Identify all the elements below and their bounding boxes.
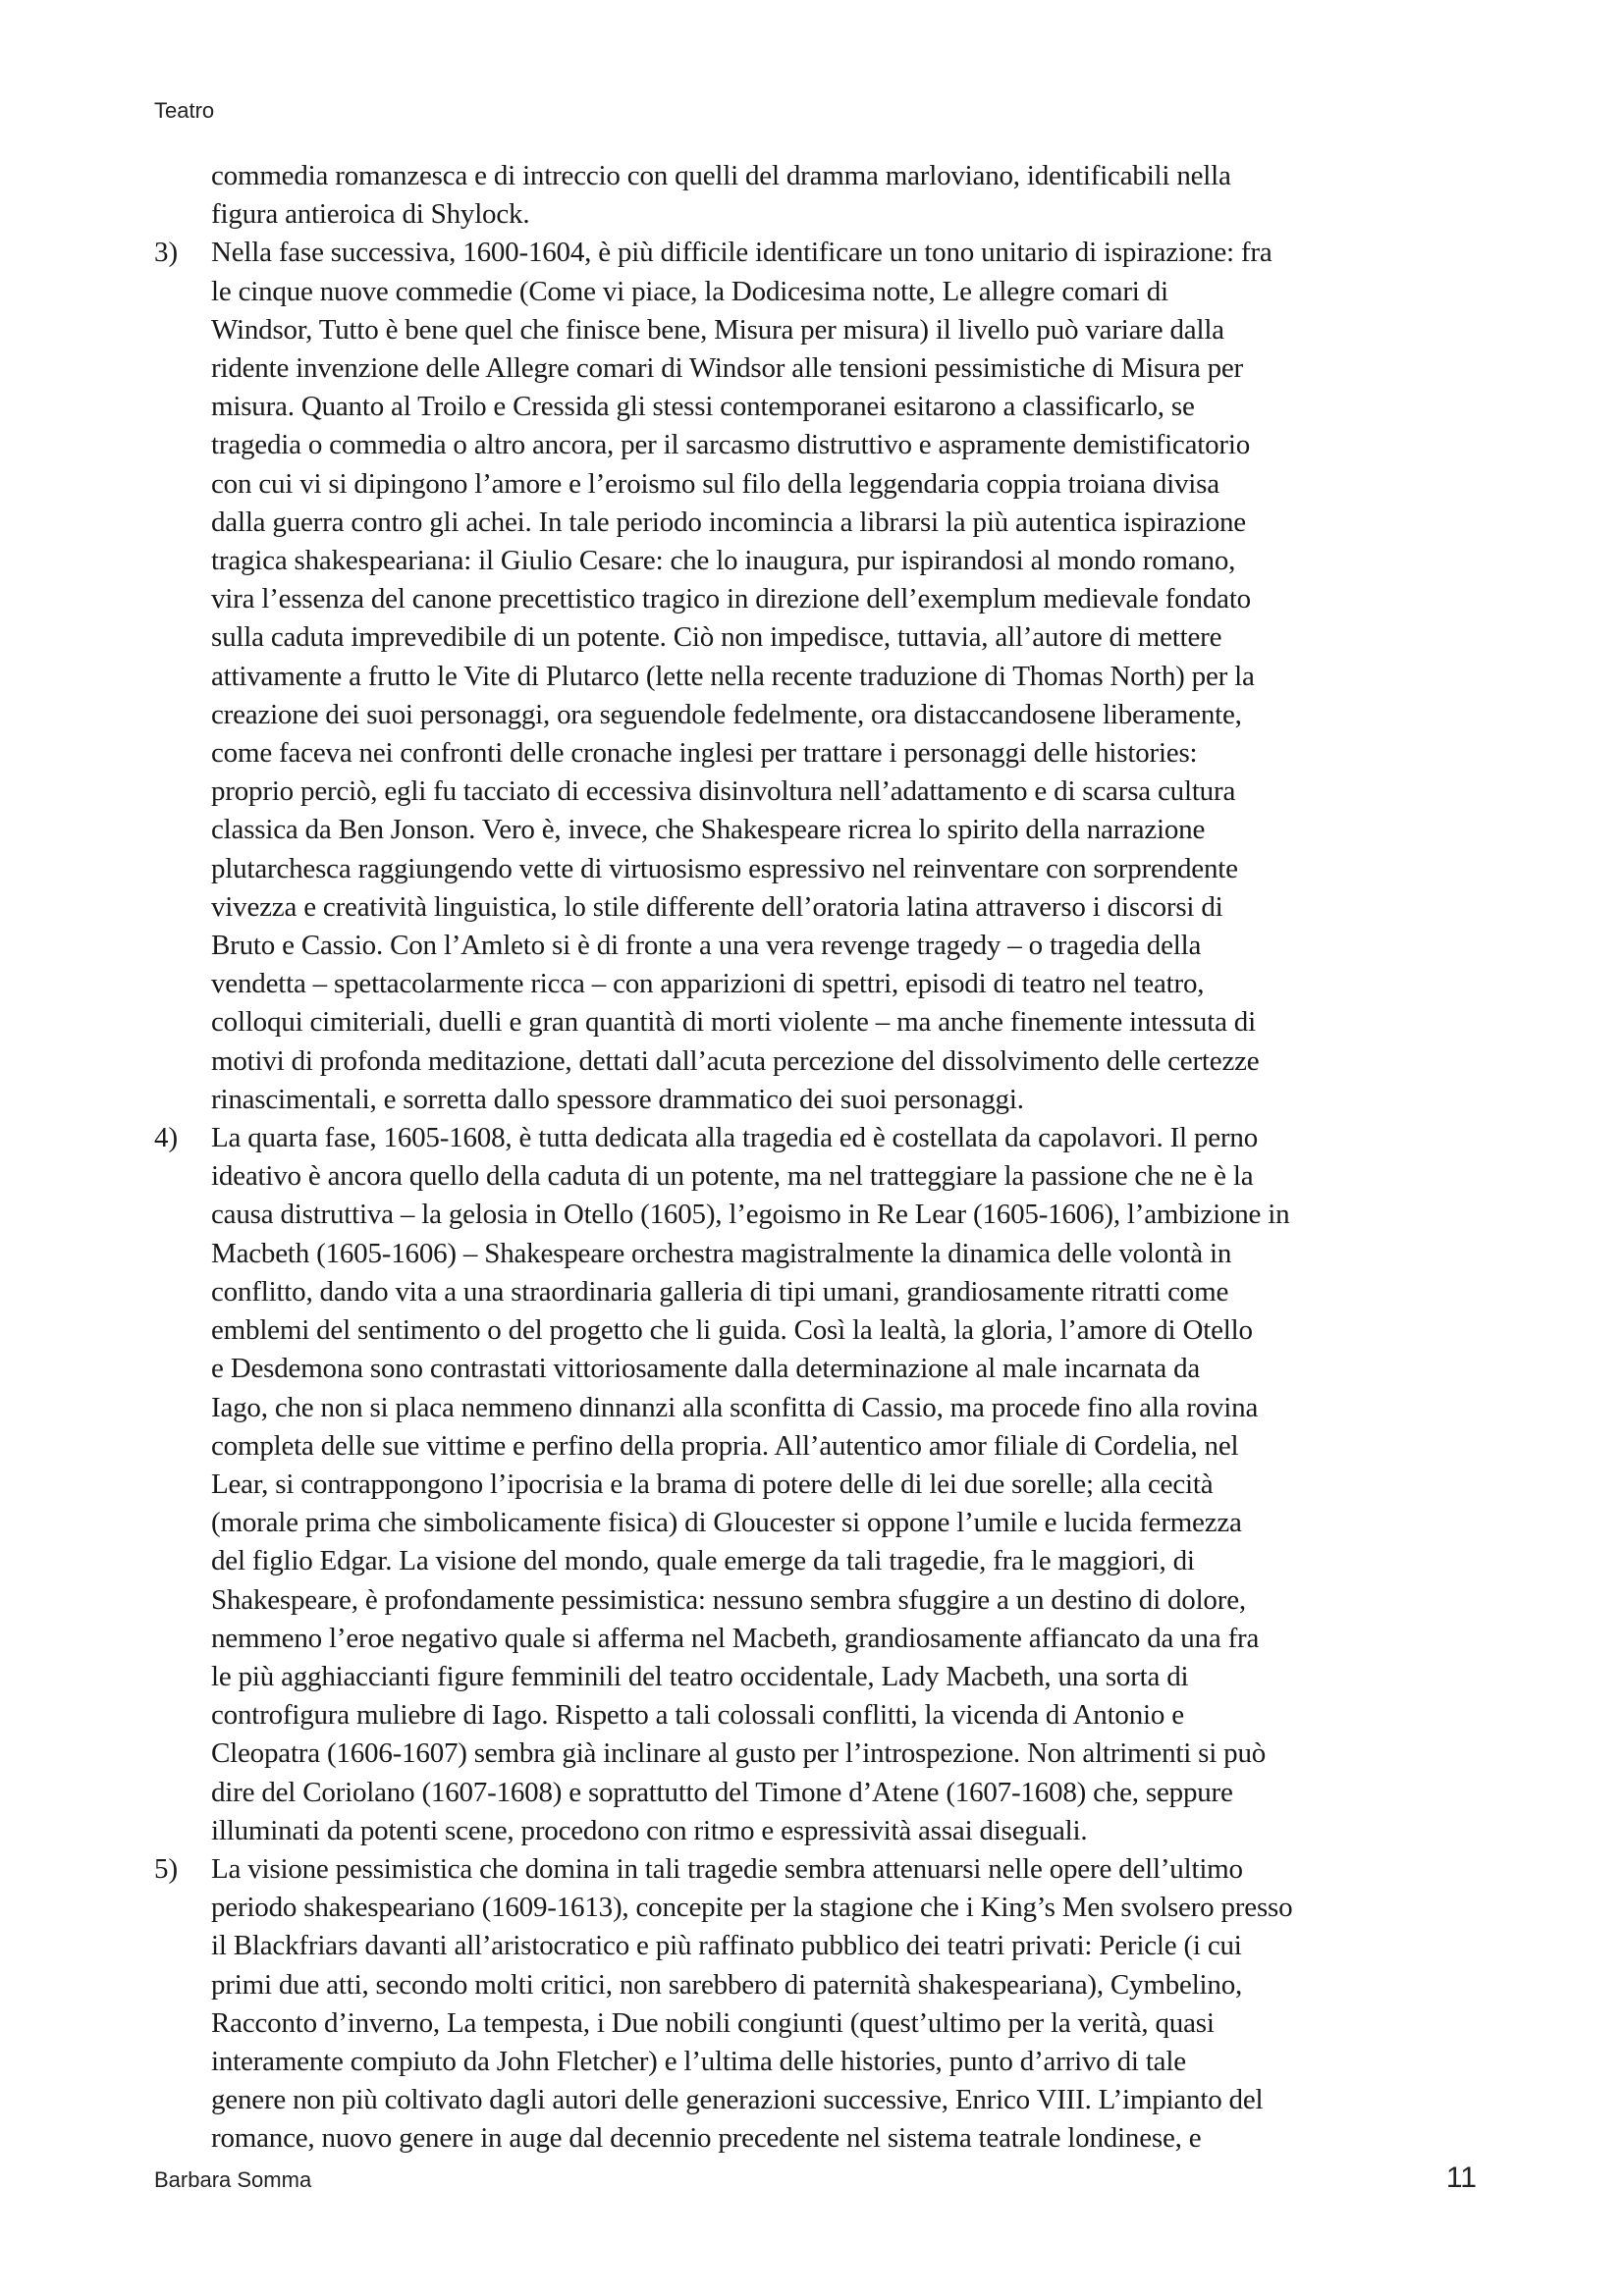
text-line: interamente compiuto da John Fletcher) e l’ultima delle histories, punto d’arrivo di tale	[211, 2045, 1186, 2077]
body-text	[154, 157, 1489, 2159]
text-line: ridente invenzione delle Allegre comari di Windsor alle tensioni pessimistiche di Misura per	[211, 352, 1244, 385]
text-line: Lear, si contrappongono l’ipocrisia e la brama di potere delle di lei due sorelle; alla cecità	[211, 1468, 1214, 1500]
text-line: ideativo è ancora quello della caduta di un potente, ma nel tratteggiare la passione che ne è la	[211, 1160, 1254, 1193]
text-line: Nella fase successiva, 1600-1604, è più difficile identificare un tono unitario di ispirazione: fra	[211, 237, 1272, 269]
numbered-list-item	[154, 1119, 1489, 1850]
text-line: genere non più coltivato dagli autori delle generazioni successive, Enrico VIII. L’impianto del	[211, 2084, 1264, 2116]
text-line: primi due atti, secondo molti critici, non sarebbero di paternità shakespeariana), Cymbelino,	[211, 1968, 1243, 2001]
list-item-number: 5)	[154, 1852, 179, 1885]
text-line: Macbeth (1605-1606) – Shakespeare orchestra magistralmente la dinamica delle volontà in	[211, 1237, 1232, 1269]
text-line: Racconto d’inverno, La tempesta, i Due nobili congiunti (quest’ultimo per la verità, quasi	[211, 2006, 1215, 2039]
text-line: con cui vi si dipingono l’amore e l’eroismo sul filo della leggendaria coppia troiana divisa	[211, 467, 1219, 500]
text-line: completa delle sue vittime e perfino della propria. All’autentico amor filiale di Cordelia, nel	[211, 1429, 1239, 1462]
text-line: Shakespeare, è profondamente pessimistica: nessuno sembra sfuggire a un destino di dolore,	[211, 1583, 1246, 1616]
text-line: plutarchesca raggiungendo vette di virtuosismo espressivo nel reinventare con sorprendente	[211, 852, 1238, 884]
text-line: tragedia o commedia o altro ancora, per il sarcasmo distruttivo e aspramente demistificatorio	[211, 429, 1251, 461]
text-line: Iago, che non si placa nemmeno dinnanzi alla sconfitta di Cassio, ma procede fino alla rovina	[211, 1391, 1259, 1423]
text-line: le più agghiaccianti figure femminili del teatro occidentale, Lady Macbeth, una sorta di	[211, 1660, 1189, 1692]
text-line: vira l’essenza del canone precettistico tragico in direzione dell’exemplum medievale fondato	[211, 583, 1251, 615]
text-line: creazione dei suoi personaggi, ora seguendole fedelmente, ora distaccandosene liberamente,	[211, 698, 1242, 730]
text-line: commedia romanzesca e di intreccio con quelli del dramma marloviano, identificabili nella	[211, 160, 1231, 191]
text-line: nemmeno l’eroe negativo quale si afferma nel Macbeth, grandiosamente affiancato da una fra	[211, 1622, 1260, 1654]
text-line: le cinque nuove commedie (Come vi piace, la Dodicesima notte, Le allegre comari di	[211, 275, 1168, 307]
list-item-number: 3)	[154, 237, 179, 269]
text-line: motivi di profonda meditazione, dettati dall’acuta percezione del dissolvimento delle certezze	[211, 1044, 1260, 1077]
text-line: tragica shakespeariana: il Giulio Cesare: che lo inaugura, pur ispirandosi al mondo romano,	[211, 545, 1236, 577]
text-line: La quarta fase, 1605-1608, è tutta dedicata alla tragedia ed è costellata da capolavori. Il perno	[211, 1122, 1258, 1154]
continued-paragraph	[154, 157, 1489, 234]
text-line: classica da Ben Jonson. Vero è, invece, che Shakespeare ricrea lo spirito della narrazione	[211, 814, 1206, 846]
text-line: causa distruttiva – la gelosia in Otello (1605), l’egoismo in Re Lear (1605-1606), l’ambizione in	[211, 1199, 1290, 1231]
text-line: attivamente a frutto le Vite di Plutarco (lette nella recente traduzione di Thomas North) per la	[211, 660, 1255, 692]
text-line: Windsor, Tutto è bene quel che finisce bene, Misura per misura) il livello può variare dalla	[211, 313, 1224, 346]
text-line: conflitto, dando vita a una straordinaria galleria di tipi umani, grandiosamente ritratti come	[211, 1275, 1229, 1308]
text-line: illuminati da potenti scene, procedono con ritmo e espressività assai diseguali.	[211, 1814, 1088, 1846]
numbered-list-item	[154, 1850, 1489, 2159]
text-line: del figlio Edgar. La visione del mondo, quale emerge da tali tragedie, fra le maggiori, di	[211, 1545, 1195, 1577]
text-line: rinascimentali, e sorretta dallo spessore drammatico dei suoi personaggi.	[211, 1083, 1024, 1115]
text-line: colloqui cimiteriali, duelli e gran quantità di morti violente – ma anche finemente intessuta di	[211, 1006, 1256, 1039]
text-line: il Blackfriars davanti all’aristocratico e più raffinato pubblico dei teatri privati: Pericle (i cui	[211, 1930, 1242, 1962]
text-line: figura antieroica di Shylock.	[211, 198, 530, 231]
text-line: Bruto e Cassio. Con l’Amleto si è di fronte a una vera revenge tragedy – o tragedia della	[211, 930, 1202, 962]
text-line: come faceva nei confronti delle cronache inglesi per trattare i personaggi delle histories:	[211, 737, 1198, 770]
text-line: controfigura muliebre di Iago. Rispetto a tali colossali conflitti, la vicenda di Antonio e	[211, 1699, 1184, 1732]
text-line: Cleopatra (1606-1607) sembra già inclinare al gusto per l’introspezione. Non altrimenti si può	[211, 1737, 1267, 1770]
text-line: periodo shakespeariano (1609-1613), concepite per la stagione che i King’s Men svolsero presso	[211, 1892, 1293, 1924]
text-line: e Desdemona sono contrastati vittoriosamente dalla determinazione al male incarnata da	[211, 1353, 1201, 1385]
text-line: dire del Coriolano (1607-1608) e soprattutto del Timone d’Atene (1607-1608) che, seppure	[211, 1776, 1233, 1808]
text-line: emblemi del sentimento o del progetto che li guida. Così la lealtà, la gloria, l’amore di Otello	[211, 1314, 1253, 1347]
text-line: dalla guerra contro gli achei. In tale periodo incomincia a librarsi la più autentica ispirazione	[211, 506, 1246, 538]
footer-author: Barbara Somma	[154, 2167, 312, 2192]
text-line: proprio perciò, egli fu tacciato di eccessiva disinvoltura nell’adattamento e di scarsa cultura	[211, 775, 1236, 808]
text-line: misura. Quanto al Troilo e Cressida gli stessi contemporanei esitarono a classificarlo, se	[211, 391, 1195, 423]
text-line: vendetta – spettacolarmente ricca – con apparizioni di spettri, episodi di teatro nel teatro,	[211, 968, 1205, 1000]
running-head-title: Teatro	[154, 98, 215, 123]
text-line: romance, nuovo genere in auge dal decennio precedente nel sistema teatrale londinese, e	[211, 2122, 1202, 2155]
text-line: sulla caduta imprevedibile di un potente. Ciò non impedisce, tuttavia, all’autore di mettere	[211, 621, 1222, 654]
list-item-number: 4)	[154, 1122, 179, 1154]
page-number: 11	[1445, 2162, 1477, 2194]
numbered-list-item	[154, 234, 1489, 1119]
text-line: vivezza e creatività linguistica, lo stile differente dell’oratoria latina attraverso i discorsi di	[211, 890, 1223, 923]
text-line: (morale prima che simbolicamente fisica) di Gloucester si oppone l’umile e lucida fermezza	[211, 1507, 1242, 1539]
text-line: La visione pessimistica che domina in tali tragedie sembra attenuarsi nelle opere dell’ultimo	[211, 1852, 1243, 1885]
